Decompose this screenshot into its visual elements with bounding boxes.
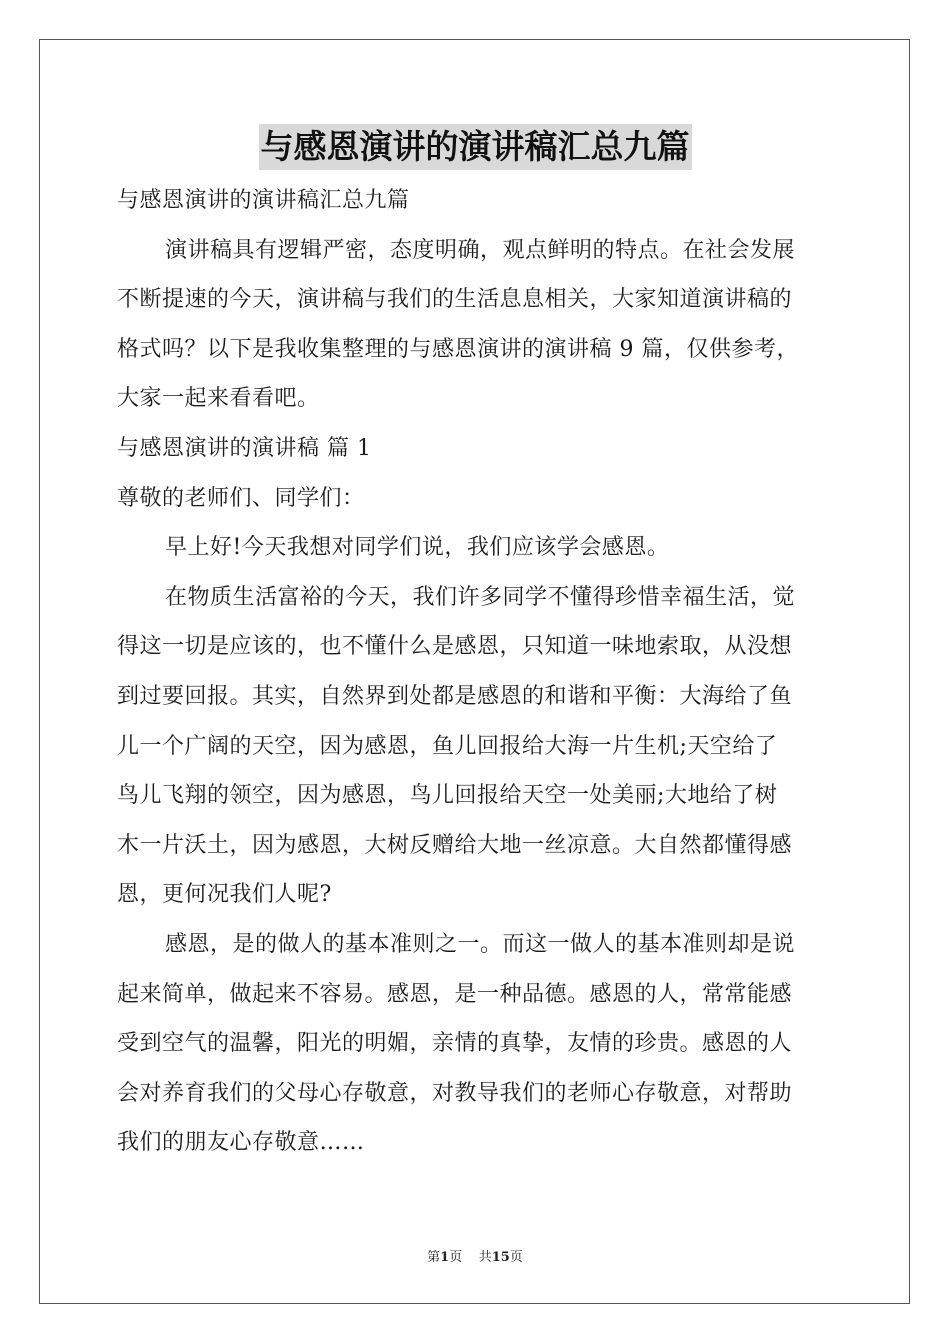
- document-title: 与感恩演讲的演讲稿汇总九篇: [259, 124, 692, 170]
- text-line: 与感恩演讲的演讲稿汇总九篇: [117, 188, 410, 213]
- document-body: [117, 176, 833, 1168]
- text-line: 感恩，是的做人的基本准则之一。而这一做人的基本准则却是说: [165, 931, 796, 957]
- footer-prefix: 第: [427, 1250, 441, 1265]
- text-line: 格式吗？以下是我收集整理的与感恩演讲的演讲稿 9 篇，仅供参考，: [117, 336, 799, 362]
- text-line: 在物质生活富裕的今天，我们许多同学不懂得珍惜幸福生活，觉: [165, 584, 796, 610]
- text-line: 不断提速的今天，演讲稿与我们的生活息息相关，大家知道演讲稿的: [117, 287, 793, 313]
- text-line: 我们的朋友心存敬意……: [117, 1130, 365, 1156]
- text-line: 受到空气的温馨，阳光的明媚，亲情的真挚，友情的珍贵。感恩的人: [117, 1031, 793, 1057]
- text-line: 儿一个广阔的天空，因为感恩，鱼儿回报给大海一片生机;天空给了: [117, 733, 778, 759]
- text-line: 鸟儿飞翔的领空，因为感恩，鸟儿回报给天空一处美丽;大地给了树: [117, 783, 778, 809]
- text-line: 到过要回报。其实，自然界到处都是感恩的和谐和平衡：大海给了鱼: [117, 683, 793, 709]
- text-line: 早上好!今天我想对同学们说，我们应该学会感恩。: [165, 535, 670, 561]
- text-line: 尊敬的老师们、同学们：: [117, 485, 365, 511]
- text-line: 恩，更何况我们人呢?: [117, 882, 332, 908]
- page-footer: [0, 1246, 950, 1265]
- footer-suffix: 页: [509, 1250, 523, 1265]
- text-line: 会对养育我们的父母心存敬意，对教导我们的老师心存敬意，对帮助: [117, 1080, 793, 1106]
- footer-middle: 页 共: [449, 1250, 492, 1265]
- text-line: 演讲稿具有逻辑严密，态度明确，观点鲜明的特点。在社会发展: [165, 237, 796, 263]
- text-line: 起来简单，做起来不容易。感恩，是一种品德。感恩的人，常常能感: [117, 981, 793, 1007]
- text-line: 得这一切是应该的，也不懂什么是感恩，只知道一味地索取，从没想: [117, 634, 793, 660]
- title-container: [0, 124, 950, 170]
- text-line: 与感恩演讲的演讲稿 篇 1: [117, 435, 372, 461]
- text-line: 木一片沃土，因为感恩，大树反赠给大地一丝凉意。大自然都懂得感: [117, 832, 793, 858]
- total-page-number: 15: [491, 1250, 510, 1265]
- text-line: 大家一起来看看吧。: [117, 386, 320, 412]
- current-page-number: 1: [440, 1250, 450, 1265]
